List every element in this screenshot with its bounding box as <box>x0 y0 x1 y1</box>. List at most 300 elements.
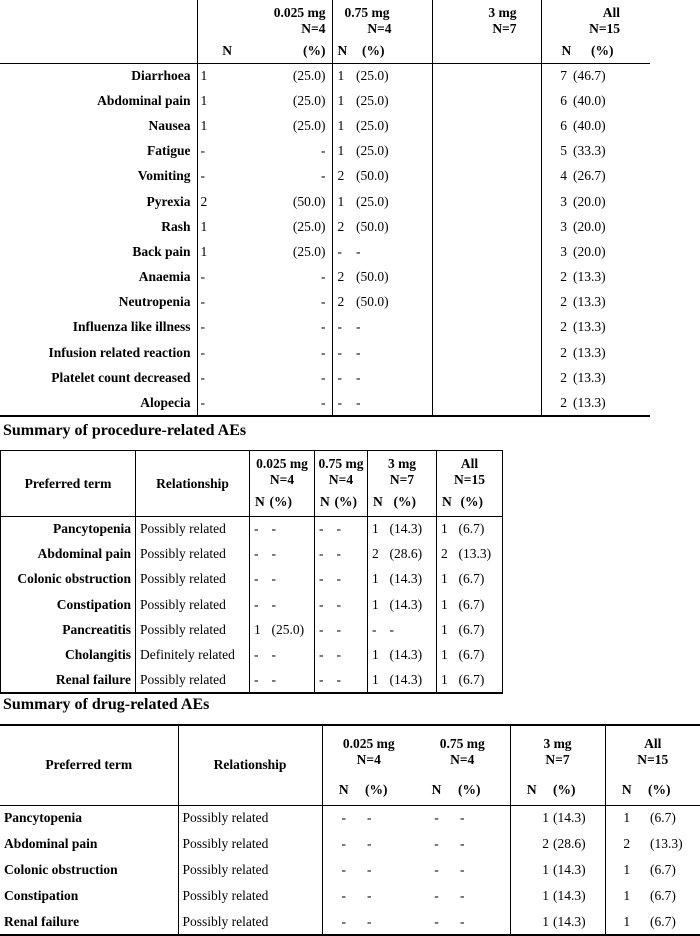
table-row <box>0 239 650 264</box>
cell-pct: - <box>336 571 341 587</box>
row-relationship: Possibly related <box>136 668 250 693</box>
cell-pct: (33.3) <box>573 143 606 159</box>
cell-n: - <box>322 909 365 935</box>
cell-pct: - <box>336 596 341 612</box>
cell-n: - <box>434 810 439 826</box>
cell-pct: (25.0) <box>292 218 326 234</box>
t2-sub-n: N <box>250 489 270 517</box>
cell-pct: (14.3) <box>553 810 586 826</box>
cell-pct: - <box>271 647 276 663</box>
t3-h-term: Preferred term <box>45 757 133 773</box>
cell-empty <box>432 164 541 189</box>
cell-pct: - <box>367 888 372 903</box>
table-row <box>0 909 700 935</box>
cell-n: 1 <box>605 857 648 883</box>
cell-pct: (14.3) <box>389 521 423 537</box>
cell-n: 3 <box>541 239 571 264</box>
cell-n: 2 <box>510 831 553 857</box>
cell-n: 1 <box>605 883 648 909</box>
table-row <box>0 805 700 831</box>
cell-n: 2 <box>332 164 352 189</box>
cell-n: 1 <box>332 113 352 138</box>
cell-n: 2 <box>368 542 388 567</box>
cell-n: - <box>197 315 232 340</box>
row-term: Fatigue <box>147 143 191 159</box>
row-term: Infusion related reaction <box>48 344 191 360</box>
cell-n: 2 <box>332 214 352 239</box>
t2-sub-n: N <box>368 489 388 517</box>
row-term: Vomiting <box>137 168 191 184</box>
row-term: Alopecia <box>140 394 191 410</box>
procedure-related-table <box>0 450 503 694</box>
table-row <box>1 517 503 542</box>
cell-n: - <box>315 542 335 567</box>
t3-sub-pct: (%) <box>648 781 671 797</box>
cell-n: - <box>250 517 270 542</box>
cell-pct: (6.7) <box>457 617 503 642</box>
cell-pct: - <box>336 521 341 537</box>
cell-pct: (6.7) <box>457 642 503 667</box>
cell-n: 2 <box>197 189 232 214</box>
t1-sub-n: N <box>541 40 571 63</box>
cell-pct: (25.0) <box>356 143 389 159</box>
row-term: Cholangitis <box>1 642 136 667</box>
cell-pct: - <box>321 394 326 410</box>
cell-n: - <box>197 390 232 415</box>
t2-sub-pct: (%) <box>269 494 292 510</box>
cell-pct: - <box>460 862 465 877</box>
cell-n: - <box>434 836 439 851</box>
cell-n: - <box>250 592 270 617</box>
cell-n: 1 <box>368 668 388 693</box>
table-row <box>0 63 650 88</box>
table-row <box>1 542 503 567</box>
cell-n: 3 <box>541 189 571 214</box>
cell-n: 2 <box>541 315 571 340</box>
cell-pct: (25.0) <box>356 67 389 83</box>
cell-pct: - <box>389 621 394 637</box>
cell-pct: - <box>356 394 361 410</box>
table-row <box>0 365 650 390</box>
cell-n: - <box>332 239 352 264</box>
row-term: Colonic obstruction <box>1 567 136 592</box>
cell-pct: - <box>336 546 341 562</box>
cell-pct: (14.3) <box>553 913 586 929</box>
cell-pct: (14.3) <box>389 647 423 663</box>
cell-pct: - <box>336 647 341 663</box>
cell-pct: - <box>271 596 276 612</box>
cell-empty <box>432 340 541 365</box>
cell-pct: - <box>336 621 341 637</box>
t3-h-dose-1: 0.025 mg N=4 <box>322 725 415 775</box>
cell-pct: (40.0) <box>573 117 606 133</box>
cell-pct: - <box>356 369 361 385</box>
row-term: Pyrexia <box>146 193 191 209</box>
cell-pct: (14.3) <box>553 862 586 877</box>
t1-sub-pct: (%) <box>303 43 326 59</box>
cell-n: - <box>315 642 335 667</box>
row-relationship: Possibly related <box>178 857 322 883</box>
t3-sub-n: N <box>510 775 553 805</box>
table-row <box>0 315 650 340</box>
cell-n: 1 <box>197 63 232 88</box>
cell-pct: - <box>367 836 372 851</box>
table-row <box>0 265 650 290</box>
cell-n: 1 <box>437 592 457 617</box>
t1-sub-pct: (%) <box>362 43 385 59</box>
cell-n: 1 <box>437 617 457 642</box>
cell-pct: (26.7) <box>573 168 606 184</box>
t3-h-all: All N=15 <box>605 725 700 775</box>
cell-n: - <box>434 862 439 877</box>
cell-n: 3 <box>541 214 571 239</box>
cell-pct: (6.7) <box>457 517 503 542</box>
cell-n: 2 <box>541 265 571 290</box>
t2-sub-n: N <box>437 489 457 517</box>
cell-n: 1 <box>510 805 553 831</box>
cell-pct: (20.0) <box>573 193 606 209</box>
cell-n: 1 <box>510 909 553 935</box>
row-term: Anaemia <box>138 269 191 285</box>
row-term: Pancreatitis <box>1 617 136 642</box>
cell-n: 1 <box>332 189 352 214</box>
cell-n: 1 <box>332 88 352 113</box>
cell-pct: (13.3) <box>573 394 606 410</box>
cell-n: 1 <box>197 88 232 113</box>
cell-pct: - <box>321 294 326 310</box>
cell-n: 1 <box>332 63 352 88</box>
table-row <box>1 567 503 592</box>
t1-header-dose-3 <box>432 0 541 40</box>
t1-corner <box>0 0 197 40</box>
cell-pct: (46.7) <box>573 67 606 83</box>
t1-h-d2: 0.75 mg <box>344 5 390 20</box>
cell-n: 1 <box>510 857 553 883</box>
cell-n: 1 <box>197 214 232 239</box>
cell-n: - <box>315 567 335 592</box>
table-row <box>0 164 650 189</box>
table-row <box>0 189 650 214</box>
cell-pct: - <box>367 913 372 929</box>
cell-pct: - <box>271 571 276 587</box>
cell-empty <box>432 214 541 239</box>
t1-h-d1n: N=4 <box>301 21 326 36</box>
row-term: Neutropenia <box>118 294 191 310</box>
cell-pct: - <box>336 671 341 687</box>
cell-pct: (25.0) <box>292 117 326 133</box>
cell-pct: - <box>321 168 326 184</box>
cell-n: - <box>197 365 232 390</box>
cell-pct: - <box>356 319 361 335</box>
cell-n: 2 <box>332 265 352 290</box>
t1-h-d3: 3 mg <box>488 5 517 20</box>
cell-pct: (6.7) <box>650 862 676 877</box>
cell-pct: (25.0) <box>292 92 326 108</box>
procedure-related-heading: Summary of procedure-related AEs <box>3 422 247 439</box>
row-term: Abdominal pain <box>4 836 98 851</box>
cell-pct: (13.3) <box>573 319 606 335</box>
t2-h-rel: Relationship <box>136 451 250 517</box>
t3-h-rel: Relationship <box>178 725 322 805</box>
cell-n: 1 <box>197 113 232 138</box>
cell-n: - <box>197 340 232 365</box>
cell-n: - <box>332 365 352 390</box>
t1-sub-n: N <box>332 40 352 63</box>
cell-pct: - <box>321 319 326 335</box>
cell-pct: (40.0) <box>573 92 606 108</box>
cell-n: - <box>368 617 388 642</box>
cell-n: 2 <box>541 390 571 415</box>
cell-n: 6 <box>541 88 571 113</box>
cell-n: 1 <box>368 517 388 542</box>
cell-n: 1 <box>605 805 648 831</box>
cell-empty <box>432 315 541 340</box>
row-relationship: Possibly related <box>136 617 250 642</box>
cell-pct: (13.3) <box>573 294 606 310</box>
cell-empty <box>432 113 541 138</box>
table-row <box>0 214 650 239</box>
t3-sub-n: N <box>322 775 365 805</box>
cell-n: - <box>332 390 352 415</box>
t3-sub-pct: (%) <box>553 781 576 797</box>
cell-pct: (25.0) <box>292 243 326 259</box>
cell-pct: (14.3) <box>553 888 586 903</box>
t2-sub-pct: (%) <box>393 494 416 510</box>
t3-sub-n: N <box>605 775 648 805</box>
cell-n: - <box>250 668 270 693</box>
cell-n: 1 <box>368 567 388 592</box>
row-relationship: Possibly related <box>178 831 322 857</box>
cell-pct: - <box>356 344 361 360</box>
cell-n: - <box>250 642 270 667</box>
cell-pct: (6.7) <box>650 888 676 903</box>
cell-n: 1 <box>510 883 553 909</box>
t2-h-dose-2: 0.75 mg N=4 <box>315 451 368 489</box>
cell-pct: - <box>356 243 361 259</box>
cell-pct: - <box>271 521 276 537</box>
cell-empty <box>432 239 541 264</box>
cell-n: - <box>315 617 335 642</box>
cell-empty <box>432 189 541 214</box>
row-term: Rash <box>161 218 191 234</box>
cell-n: 2 <box>541 290 571 315</box>
row-relationship: Possibly related <box>178 805 322 831</box>
cell-n: - <box>315 517 335 542</box>
t3-sub-pct: (%) <box>458 781 481 797</box>
row-term: Nausea <box>148 117 191 133</box>
cell-n: 1 <box>437 642 457 667</box>
cell-n: - <box>332 340 352 365</box>
cell-pct: (13.3) <box>650 836 683 851</box>
table-row <box>0 390 650 415</box>
cell-pct: (13.3) <box>457 542 503 567</box>
t2-h-term: Preferred term <box>1 451 136 517</box>
cell-empty <box>432 63 541 88</box>
cell-n: - <box>250 542 270 567</box>
cell-pct: (50.0) <box>356 269 389 285</box>
cell-n: - <box>197 290 232 315</box>
cell-n: 6 <box>541 113 571 138</box>
t2-sub-n: N <box>315 489 335 517</box>
cell-pct: (6.7) <box>457 668 503 693</box>
row-term: Diarrhoea <box>131 67 191 83</box>
row-relationship: Possibly related <box>178 909 322 935</box>
row-term: Influenza like illness <box>72 319 191 335</box>
cell-n: 4 <box>541 164 571 189</box>
cell-pct: - <box>460 913 465 929</box>
cell-n: 1 <box>437 668 457 693</box>
cell-empty <box>432 88 541 113</box>
table-row <box>1 592 503 617</box>
cell-n: - <box>434 913 439 929</box>
t2-sub-pct: (%) <box>457 489 503 517</box>
t3-sub-pct: (%) <box>365 781 388 797</box>
table-row <box>0 883 700 909</box>
cell-pct: - <box>460 810 465 826</box>
cell-n: 2 <box>541 365 571 390</box>
cell-n: 2 <box>605 831 648 857</box>
cell-n: 1 <box>332 139 352 164</box>
cell-n: - <box>197 265 232 290</box>
cell-pct: (14.3) <box>389 671 423 687</box>
row-term: Abdominal pain <box>97 92 191 108</box>
table-row <box>0 340 650 365</box>
cell-pct: - <box>460 888 465 903</box>
cell-pct: (25.0) <box>356 92 389 108</box>
cell-n: - <box>322 883 365 909</box>
cell-n: - <box>315 592 335 617</box>
table-row <box>0 831 700 857</box>
cell-n: - <box>332 315 352 340</box>
row-term: Platelet count decreased <box>51 369 191 385</box>
cell-pct: - <box>321 269 326 285</box>
cell-n: - <box>322 857 365 883</box>
cell-pct: (20.0) <box>573 218 606 234</box>
cell-n: 2 <box>437 542 457 567</box>
row-relationship: Possibly related <box>136 517 250 542</box>
t1-h-d2n: N=4 <box>367 21 392 36</box>
cell-pct: (28.6) <box>389 546 423 562</box>
cell-empty <box>432 365 541 390</box>
row-relationship: Possibly related <box>136 542 250 567</box>
ae-table-all <box>0 0 650 417</box>
table-row <box>0 113 650 138</box>
row-term: Colonic obstruction <box>4 862 118 877</box>
t1-header-dose-2 <box>332 0 432 40</box>
row-term: Constipation <box>4 888 79 903</box>
row-relationship: Possibly related <box>136 567 250 592</box>
cell-n: 1 <box>250 617 270 642</box>
cell-n: - <box>434 888 439 903</box>
table-row <box>1 668 503 693</box>
t1-h-d4n: N=15 <box>589 21 621 36</box>
row-relationship: Possibly related <box>136 592 250 617</box>
cell-pct: (13.3) <box>573 269 606 285</box>
t2-h-dose-1: 0.025 mg N=4 <box>250 451 315 489</box>
table-row <box>0 290 650 315</box>
row-term: Renal failure <box>4 913 80 929</box>
cell-pct: (6.7) <box>457 567 503 592</box>
cell-pct: (28.6) <box>553 836 586 851</box>
cell-pct: (25.0) <box>356 193 389 209</box>
cell-n: 2 <box>332 290 352 315</box>
cell-n: 1 <box>368 642 388 667</box>
cell-pct: - <box>460 836 465 851</box>
cell-empty <box>432 265 541 290</box>
cell-n: 1 <box>437 567 457 592</box>
t1-h-d1: 0.025 mg <box>273 5 326 20</box>
cell-pct: (50.0) <box>356 218 389 234</box>
cell-n: 1 <box>368 592 388 617</box>
cell-n: - <box>197 164 232 189</box>
cell-pct: (50.0) <box>356 168 389 184</box>
row-term: Pancytopenia <box>1 517 136 542</box>
cell-empty <box>432 139 541 164</box>
table-row <box>1 642 503 667</box>
cell-n: 1 <box>437 517 457 542</box>
cell-n: - <box>322 831 365 857</box>
cell-pct: (50.0) <box>356 294 389 310</box>
t1-sub-n: N <box>197 40 232 63</box>
cell-pct: (14.3) <box>389 596 423 612</box>
cell-pct: - <box>367 810 372 826</box>
t3-sub-n: N <box>431 781 442 797</box>
t1-header-all <box>541 0 650 40</box>
t3-h-dose-3: 3 mg N=7 <box>510 725 605 775</box>
cell-empty <box>432 390 541 415</box>
row-term: Pancytopenia <box>4 810 83 826</box>
t2-sub-pct: (%) <box>334 494 357 510</box>
row-term: Renal failure <box>1 668 136 693</box>
cell-n: - <box>315 668 335 693</box>
cell-pct: (13.3) <box>573 369 606 385</box>
drug-related-table <box>0 724 700 936</box>
t2-h-all: All N=15 <box>437 451 503 489</box>
t1-h-d3n: N=7 <box>492 21 517 36</box>
cell-pct: (25.0) <box>356 117 389 133</box>
row-term: Back pain <box>132 243 191 259</box>
cell-n: 1 <box>197 239 232 264</box>
t2-h-dose-3: 3 mg N=7 <box>368 451 437 489</box>
cell-pct: (13.3) <box>573 344 606 360</box>
cell-n: 5 <box>541 139 571 164</box>
row-term: Abdominal pain <box>1 542 136 567</box>
cell-pct: - <box>321 344 326 360</box>
cell-n: - <box>322 805 365 831</box>
table-row <box>1 617 503 642</box>
row-term: Constipation <box>1 592 136 617</box>
t3-h-dose-2: 0.75 mg N=4 <box>439 736 485 767</box>
table-row <box>0 857 700 883</box>
cell-empty <box>432 290 541 315</box>
table-row <box>0 139 650 164</box>
cell-pct: - <box>271 671 276 687</box>
cell-pct: (25.0) <box>271 621 305 637</box>
t1-header-dose-1 <box>197 0 332 40</box>
cell-pct: - <box>271 546 276 562</box>
table-row <box>0 88 650 113</box>
cell-pct: (20.0) <box>573 243 606 259</box>
cell-pct: (25.0) <box>292 67 326 83</box>
cell-pct: (50.0) <box>292 193 326 209</box>
cell-n: 1 <box>605 909 648 935</box>
cell-pct: (6.7) <box>457 592 503 617</box>
row-relationship: Definitely related <box>136 642 250 667</box>
cell-n: 7 <box>541 63 571 88</box>
cell-n: - <box>197 139 232 164</box>
cell-n: - <box>250 567 270 592</box>
cell-pct: (14.3) <box>389 571 423 587</box>
